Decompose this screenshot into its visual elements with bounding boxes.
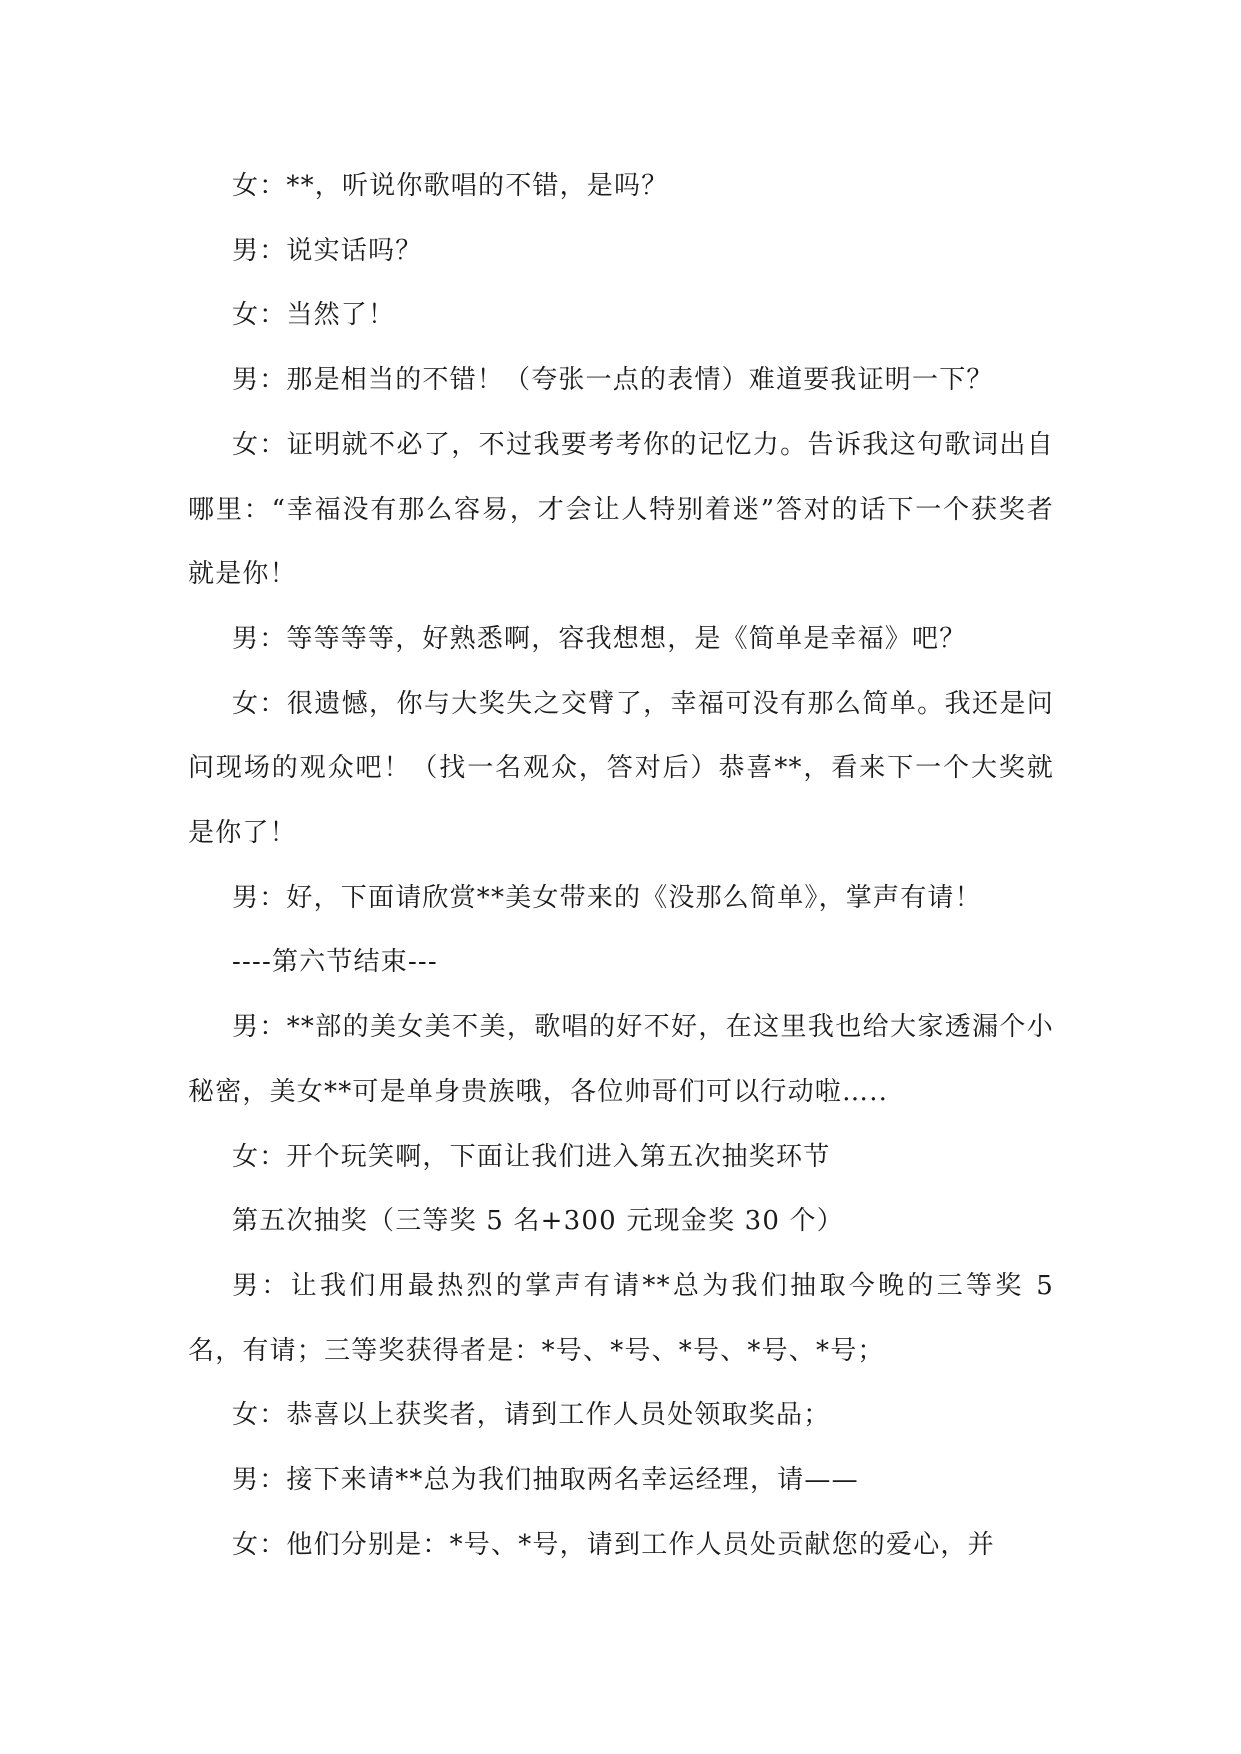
paragraph: 女：开个玩笑啊，下面让我们进入第五次抽奖环节 bbox=[232, 1141, 831, 1172]
paragraph: 男：接下来请**总为我们抽取两名幸运经理，请—— bbox=[232, 1465, 859, 1496]
paragraph: 男：让我们用最热烈的掌声有请**总为我们抽取今晚的三等奖 5 名，有请；三等奖获得者是：*号、*号、*号、*号、*号； bbox=[188, 1270, 1054, 1366]
paragraph: 女：证明就不必了，不过我要考考你的记忆力。告诉我这句歌词出自哪里：“幸福没有那么容易，才会让人特别着迷”答对的话下一个获奖者就是你！ bbox=[188, 429, 1054, 590]
lottery-heading: 第五次抽奖（三等奖 5 名+300 元现金奖 30 个） bbox=[232, 1206, 844, 1237]
paragraph: 男：好，下面请欣赏**美女带来的《没那么简单》，掌声有请！ bbox=[232, 882, 982, 913]
paragraph: 女：当然了！ bbox=[232, 300, 396, 331]
paragraph: 女：恭喜以上获奖者，请到工作人员处领取奖品； bbox=[232, 1400, 831, 1431]
paragraph: 女：**，听说你歌唱的不错，是吗？ bbox=[232, 171, 669, 201]
paragraph: 男：那是相当的不错！（夸张一点的表情）难道要我证明一下？ bbox=[232, 365, 994, 396]
document-body bbox=[188, 154, 1054, 1577]
paragraph: 男：**部的美女美不美，歌唱的好不好，在这里我也给大家透漏个小秘密，美女**可是单身贵族哦，各位帅哥们可以行动啦….. bbox=[188, 1012, 1054, 1107]
paragraph: 女：他们分别是：*号、*号，请到工作人员处贡献您的爱心，并 bbox=[232, 1529, 995, 1560]
paragraph: 男：说实话吗？ bbox=[232, 235, 423, 266]
section-end-marker: ----第六节结束--- bbox=[232, 947, 438, 978]
paragraph: 女：很遗憾，你与大奖失之交臂了，幸福可没有那么简单。我还是问问现场的观众吧！（找一名观众，答对后）恭喜**，看来下一个大奖就是你了！ bbox=[188, 688, 1054, 849]
paragraph: 男：等等等等，好熟悉啊，容我想想，是《简单是幸福》吧？ bbox=[232, 623, 967, 654]
